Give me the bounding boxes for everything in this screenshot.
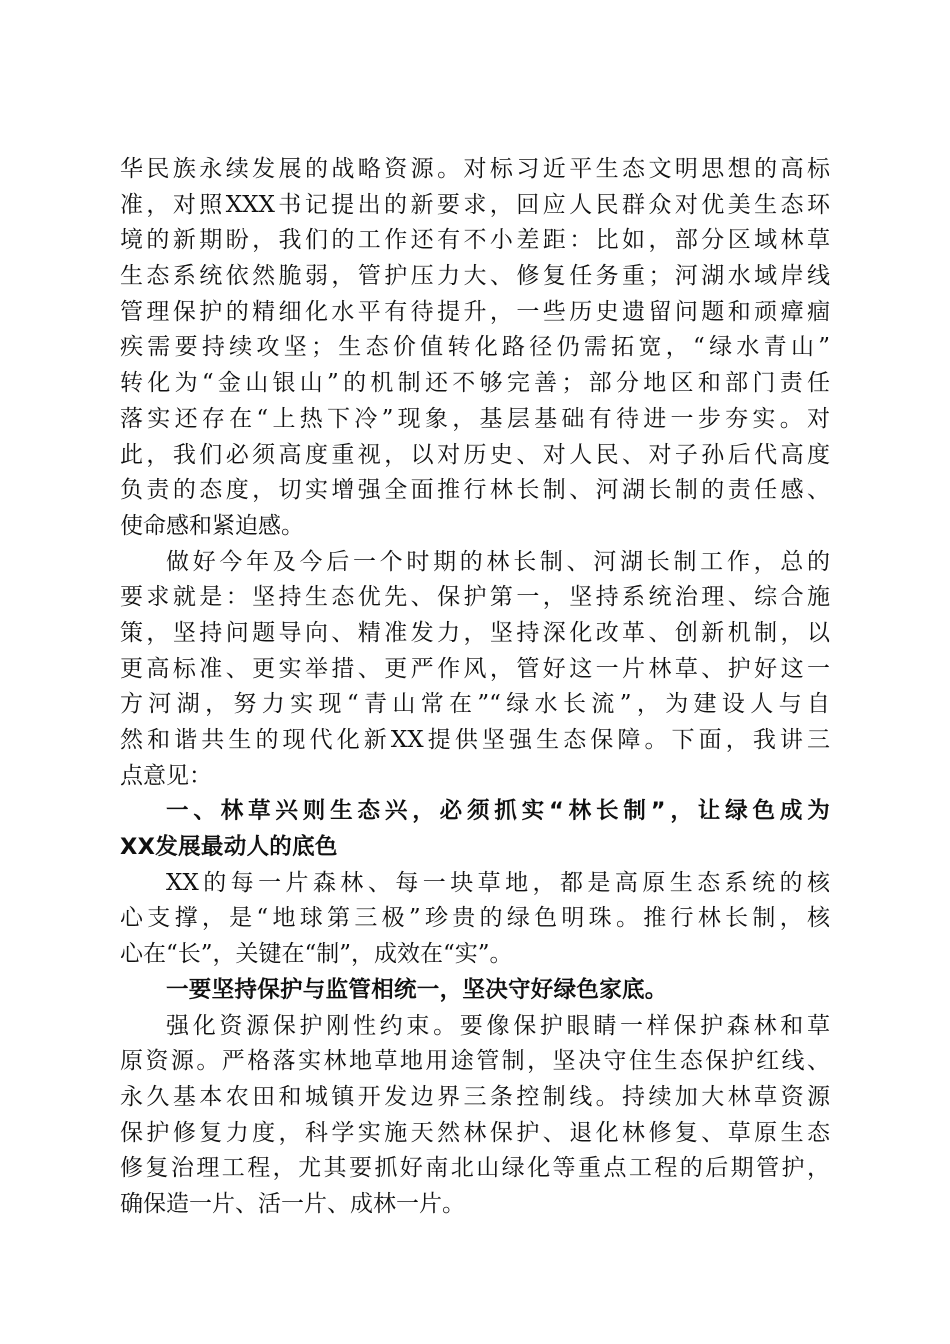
text-line: 生态系统依然脆弱，管护压力大、修复任务重；河湖水域岸线: [120, 263, 830, 290]
text-line: 然和谐共生的现代化新XX提供坚强生态保障。下面，我讲三: [120, 727, 830, 753]
text-line: 确保造一片、活一片、成林一片。: [120, 1190, 465, 1217]
text-line: 点意见：: [120, 762, 212, 789]
text-line: 使命感和紧迫感。: [120, 512, 304, 539]
text-line: 落实还存在“上热下冷”现象，基层基础有待进一步夯实。对: [120, 405, 830, 432]
text-line: 心支撑，是“地球第三极”珍贵的绿色明珠。推行林长制，核: [120, 905, 830, 932]
text-line: 此，我们必须高度重视，以对历史、对人民、对子孙后代高度: [120, 441, 830, 468]
text-line: 修复治理工程，尤其要抓好南北山绿化等重点工程的后期管护，: [120, 1155, 830, 1182]
text-line: 原资源。严格落实林地草地用途管制，坚决守住生态保护红线、: [120, 1048, 830, 1075]
text-line: 心在“长”，关键在“制”，成效在“实”。: [120, 941, 513, 968]
document-body: [120, 152, 830, 1223]
text-line: 永久基本农田和城镇开发边界三条控制线。持续加大林草资源: [120, 1083, 830, 1110]
heading-line: 一、林草兴则生态兴，必须抓实“林长制”，让绿色成为: [166, 798, 830, 825]
text-line: 准，对照XXX书记提出的新要求，回应人民群众对优美生态环: [120, 191, 830, 218]
text-line: 疾需要持续攻坚；生态价值转化路径仍需拓宽，“绿水青山”: [120, 334, 830, 361]
text-line: 策，坚持问题导向、精准发力，坚持深化改革、创新机制，以: [120, 619, 830, 646]
heading-line: XX发展最动人的底色: [120, 834, 338, 861]
text-line: 负责的态度，切实增强全面推行林长制、河湖长制的责任感、: [120, 477, 830, 504]
text-line: 境的新期盼，我们的工作还有不小差距：比如，部分区域林草: [120, 227, 830, 254]
text-line: 强化资源保护刚性约束。要像保护眼睛一样保护森林和草: [166, 1012, 830, 1039]
text-line: 转化为“金山银山”的机制还不够完善；部分地区和部门责任: [120, 370, 830, 397]
text-line: 华民族永续发展的战略资源。对标习近平生态文明思想的高标: [120, 156, 830, 182]
text-line: 做好今年及今后一个时期的林长制、河湖长制工作，总的: [166, 548, 830, 575]
text-line: XX的每一片森林、每一块草地，都是高原生态系统的核: [166, 869, 830, 896]
text-line: 保护修复力度，科学实施天然林保护、退化林修复、草原生态: [120, 1119, 830, 1146]
heading-line: 一要坚持保护与监管相统一，坚决守好绿色家底。: [166, 976, 668, 1003]
text-line: 更高标准、更实举措、更严作风，管好这一片林草、护好这一: [120, 655, 830, 682]
text-line: 方河湖，努力实现“青山常在”“绿水长流”，为建设人与自: [120, 691, 830, 718]
text-line: 管理保护的精细化水平有待提升，一些历史遗留问题和顽瘴痼: [120, 298, 830, 325]
text-line: 要求就是：坚持生态优先、保护第一，坚持系统治理、综合施: [120, 584, 830, 611]
